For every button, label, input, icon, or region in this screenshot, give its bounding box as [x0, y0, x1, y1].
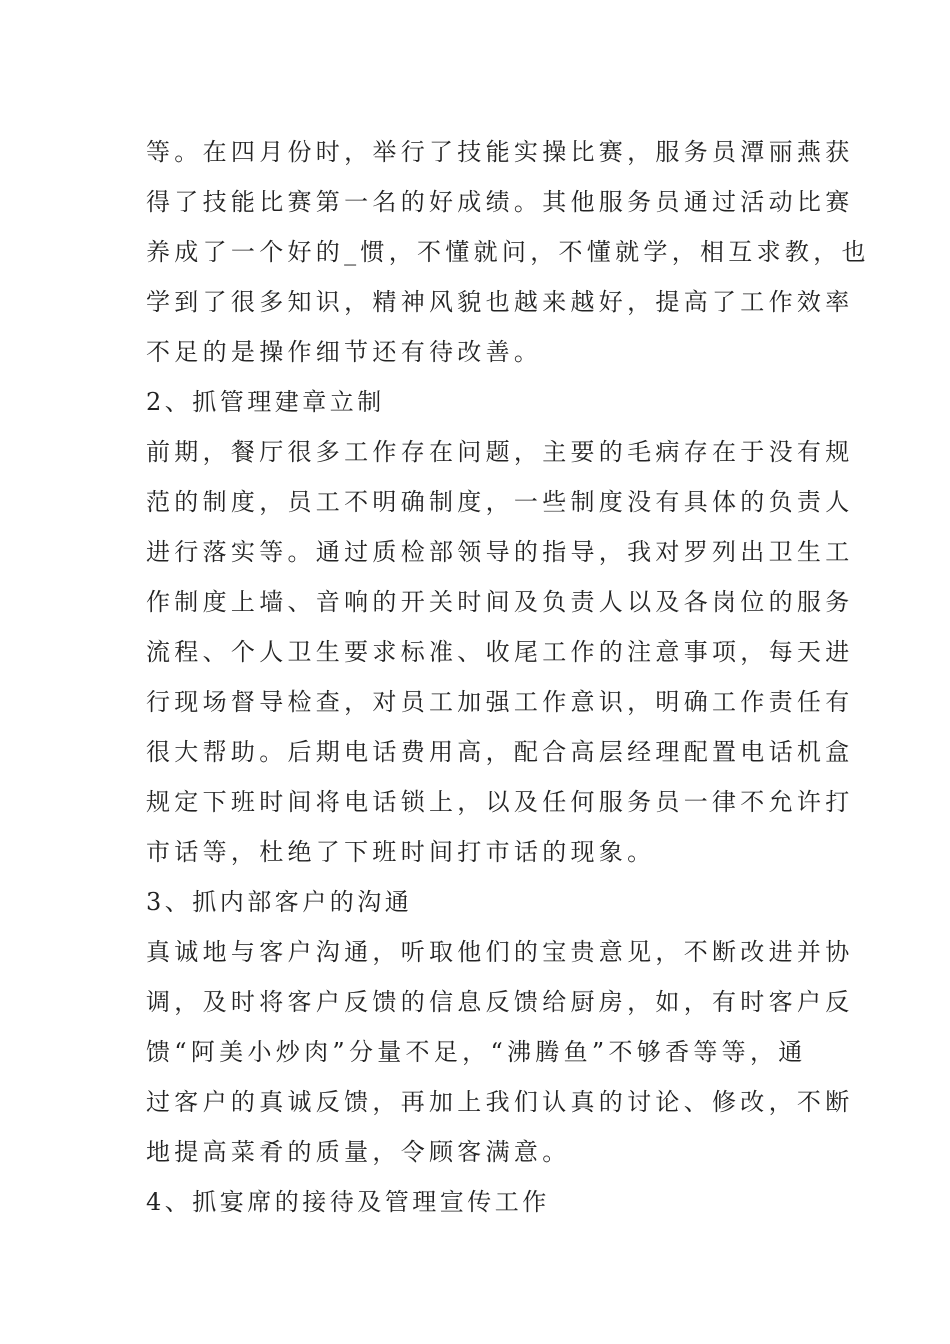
paragraph-line: 很大帮助。后期电话费用高，配合高层经理配置电话机盒 [146, 738, 854, 766]
paragraph-line: 规定下班时间将电话锁上，以及任何服务员一律不允许打 [146, 788, 854, 816]
paragraph-line: 行现场督导检查，对员工加强工作意识，明确工作责任有 [146, 688, 854, 716]
paragraph-line: 市话等，杜绝了下班时间打市话的现象。 [146, 838, 656, 866]
section-heading: 4、抓宴席的接待及管理宣传工作 [146, 1188, 550, 1216]
paragraph-line: 前期，餐厅很多工作存在问题，主要的毛病存在于没有规 [146, 438, 854, 466]
paragraph-line: 作制度上墙、音响的开关时间及负责人以及各岗位的服务 [146, 588, 854, 616]
paragraph-line: 进行落实等。通过质检部领导的指导，我对罗列出卫生工 [146, 538, 854, 566]
section-heading: 3、抓内部客户的沟通 [146, 888, 413, 916]
paragraph-line: 流程、个人卫生要求标准、收尾工作的注意事项，每天进 [146, 638, 854, 666]
paragraph-line: 学到了很多知识，精神风貌也越来越好，提高了工作效率 [146, 288, 854, 316]
paragraph-line: 得了技能比赛第一名的好成绩。其他服务员通过活动比赛 [146, 188, 854, 216]
paragraph-line: 养成了一个好的_惯，不懂就问，不懂就学，相互求教，也 [146, 238, 870, 266]
paragraph-line: 等。在四月份时，举行了技能实操比赛，服务员潭丽燕获 [146, 138, 854, 166]
paragraph-line: 馈“阿美小炒肉”分量不足，“沸腾鱼”不够香等等，通 [146, 1038, 807, 1066]
paragraph-line: 范的制度，员工不明确制度，一些制度没有具体的负责人 [146, 488, 854, 516]
paragraph-line: 过客户的真诚反馈，再加上我们认真的讨论、修改，不断 [146, 1088, 854, 1116]
section-heading: 2、抓管理建章立制 [146, 388, 385, 416]
paragraph-line: 地提高菜肴的质量，令顾客满意。 [146, 1138, 571, 1166]
paragraph-line: 调，及时将客户反馈的信息反馈给厨房，如，有时客户反 [146, 988, 854, 1016]
paragraph-line: 真诚地与客户沟通，听取他们的宝贵意见，不断改进并协 [146, 938, 854, 966]
paragraph-line: 不足的是操作细节还有待改善。 [146, 338, 543, 366]
